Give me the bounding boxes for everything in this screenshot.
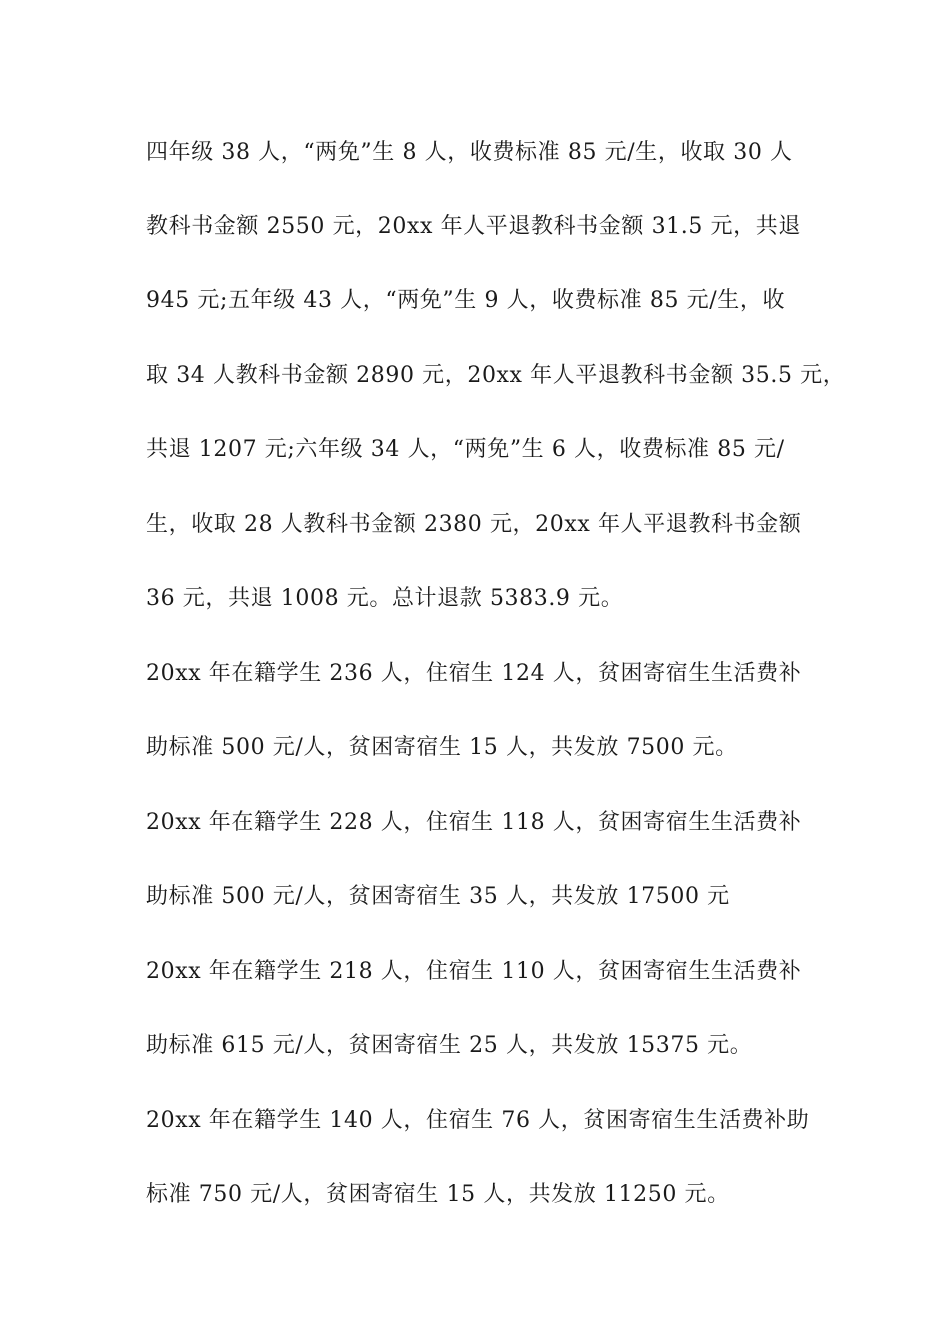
- text-line-13: 助标准 615 元/人，贫困寄宿生 25 人，共发放 15375 元。: [146, 1033, 753, 1058]
- text-line-5: 共退 1207 元;六年级 34 人，“两免”生 6 人，收费标准 85 元/: [146, 437, 785, 462]
- text-line-6: 生，收取 28 人教科书金额 2380 元，20xx 年人平退教科书金额: [146, 512, 802, 537]
- text-line-14: 20xx 年在籍学生 140 人，住宿生 76 人，贫困寄宿生生活费补助: [146, 1108, 810, 1133]
- text-line-2: 教科书金额 2550 元，20xx 年人平退教科书金额 31.5 元，共退: [146, 214, 801, 239]
- text-line-8: 20xx 年在籍学生 236 人，住宿生 124 人，贫困寄宿生生活费补: [146, 661, 802, 686]
- text-line-11: 助标准 500 元/人，贫困寄宿生 35 人，共发放 17500 元: [146, 884, 730, 909]
- text-line-1: 四年级 38 人，“两免”生 8 人，收费标准 85 元/生，收取 30 人: [146, 140, 793, 165]
- text-line-15: 标准 750 元/人，贫困寄宿生 15 人，共发放 11250 元。: [146, 1182, 730, 1207]
- text-line-7: 36 元，共退 1008 元。总计退款 5383.9 元。: [146, 586, 624, 611]
- text-line-10: 20xx 年在籍学生 228 人，住宿生 118 人，贫困寄宿生生活费补: [146, 810, 802, 835]
- text-line-9: 助标准 500 元/人，贫困寄宿生 15 人，共发放 7500 元。: [146, 735, 738, 760]
- text-line-3: 945 元;五年级 43 人，“两免”生 9 人，收费标准 85 元/生，收: [146, 288, 786, 313]
- text-line-4: 取 34 人教科书金额 2890 元，20xx 年人平退教科书金额 35.5 元，: [146, 363, 846, 388]
- text-line-12: 20xx 年在籍学生 218 人，住宿生 110 人，贫困寄宿生生活费补: [146, 959, 802, 984]
